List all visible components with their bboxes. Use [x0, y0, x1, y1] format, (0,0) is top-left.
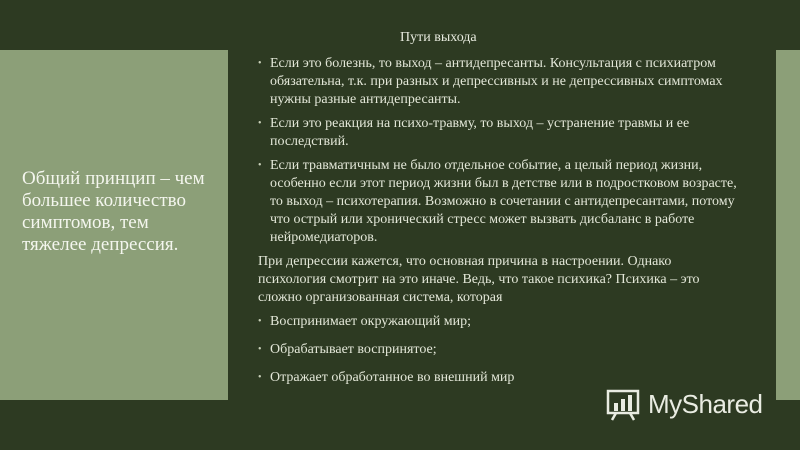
list-item-text: Обрабатывает воспринятое;	[270, 342, 437, 357]
bullet-icon: •	[258, 344, 262, 355]
list-item-text: Если это болезнь, то выход – антидепресанты. Консультация с психиатром обязательна, т.к. при разных и депрессивных и не депрессивных симптомах нужны разные антидепресанты.	[270, 56, 723, 107]
list-item	[258, 55, 740, 109]
watermark	[606, 384, 786, 424]
list-item	[258, 157, 740, 247]
bullet-icon: •	[258, 160, 262, 171]
bullet-icon: •	[258, 58, 262, 69]
right-accent-strip	[776, 50, 800, 400]
list-item-text: Отражает обработанное во внешний мир	[270, 370, 515, 385]
bullet-icon: •	[258, 118, 262, 129]
list-item-text: Если травматичным не было отдельное событие, а целый период жизни, особенно если этот период жизни был в детстве или в подростковом возрасте, то выход – психотерапия. Возможно в сочетании с антидепресантами, потому что острый или хронический стресс может вызвать дисбаланс в работе нейромедиаторов.	[270, 158, 737, 245]
list-item-text: Если это реакция на психо-травму, то выход – устранение травмы и ее последствий.	[270, 116, 690, 149]
slide-content	[258, 55, 740, 397]
slide-title: Пути выхода	[400, 30, 477, 45]
list-item	[258, 341, 740, 359]
watermark-text: MyShared	[648, 388, 763, 419]
bullet-icon: •	[258, 372, 262, 383]
bullet-icon: •	[258, 316, 262, 327]
list-item	[258, 115, 740, 151]
myshared-logo-icon	[606, 387, 642, 421]
list-item-text: Воспринимает окружающий мир;	[270, 314, 471, 329]
list-item	[258, 313, 740, 331]
left-panel-text: Общий принцип – чем большее количество симптомов, тем тяжелее депрессия.	[22, 168, 205, 255]
body-paragraph: При депрессии кажется, что основная причина в настроении. Однако психология смотрит на это иначе. Ведь, что такое психика? Психика – это сложно организованная система, которая	[258, 254, 700, 305]
